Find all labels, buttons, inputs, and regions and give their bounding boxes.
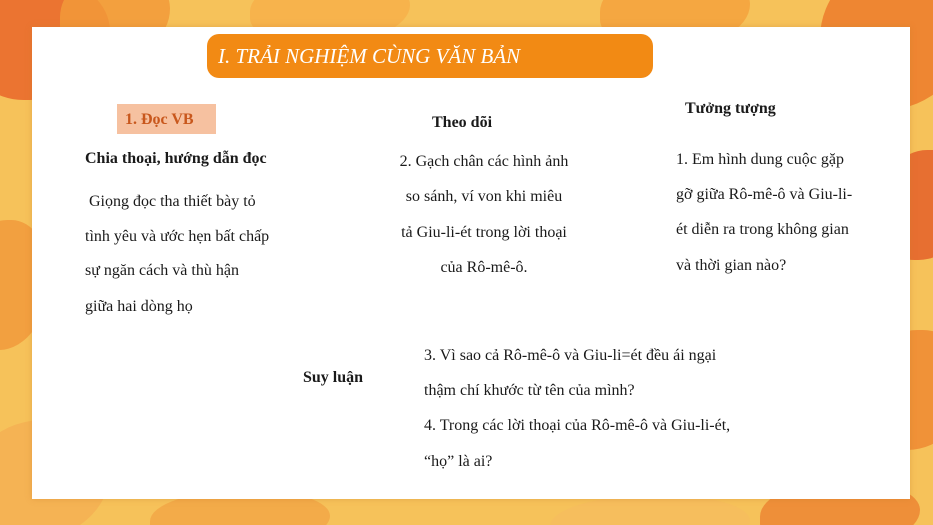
imagine-line: và thời gian nào? <box>676 257 787 274</box>
follow-line: tả Giu-li-ét trong lời thoại <box>401 224 567 241</box>
follow-line: của Rô-mê-ô. <box>440 259 528 276</box>
infer-heading: Suy luận <box>303 369 364 386</box>
reading-line: tình yêu và ước hẹn bất chấp <box>85 228 270 245</box>
infer-line: 4. Trong các lời thoại của Rô-mê-ô và Giu-li-ét, <box>424 417 731 434</box>
infer-line: “họ” là ai? <box>424 453 493 470</box>
imagine-heading: Tưởng tượng <box>685 100 776 117</box>
follow-heading: Theo dõi <box>432 114 493 131</box>
follow-line: so sánh, ví von khi miêu <box>405 188 563 205</box>
infer-line: 3. Vì sao cả Rô-mê-ô và Giu-li=ét đều ái ngại <box>424 347 717 364</box>
reading-line: sự ngăn cách và thù hận <box>85 262 239 279</box>
imagine-line: gỡ giữa Rô-mê-ô và Giu-li- <box>676 186 853 203</box>
section-title: I. TRẢI NGHIỆM CÙNG VĂN BẢN <box>218 44 521 68</box>
infer-line: thậm chí khước từ tên của mình? <box>424 382 635 399</box>
imagine-line: ét diễn ra trong không gian <box>676 221 849 238</box>
follow-line: 2. Gạch chân các hình ảnh <box>399 153 569 170</box>
reading-line: Giọng đọc tha thiết bày tỏ <box>85 193 256 210</box>
reading-heading: Chia thoại, hướng dẫn đọc <box>85 150 267 167</box>
reading-badge-label: 1. Đọc VB <box>125 111 194 128</box>
imagine-line: 1. Em hình dung cuộc gặp <box>676 151 844 168</box>
reading-line: giữa hai dòng họ <box>85 298 193 315</box>
